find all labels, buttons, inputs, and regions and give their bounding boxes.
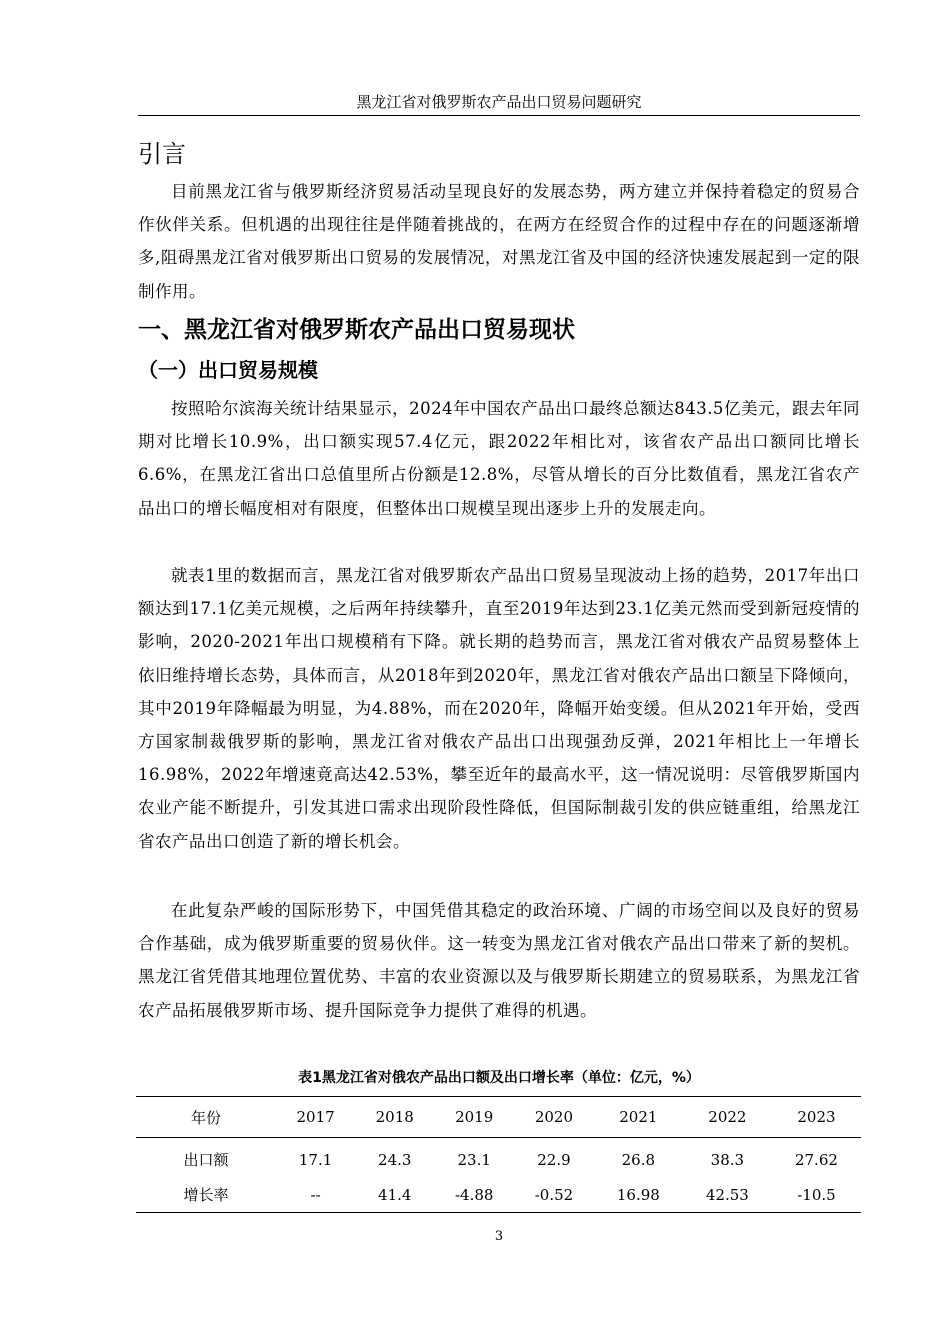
table-cell: 26.8 (621, 1150, 656, 1169)
table-cell: 22.9 (537, 1150, 571, 1169)
page-number: 3 (494, 1229, 504, 1244)
intro-heading: 引言 (138, 140, 186, 168)
header-rule (138, 115, 860, 116)
running-header: 黑龙江省对俄罗斯农产品出口贸易问题研究 (356, 93, 642, 111)
export-data-table (136, 1096, 861, 1213)
table-cell: -- (310, 1185, 321, 1204)
table-header-year: 2021 (619, 1108, 658, 1126)
table-header-year: 2018 (375, 1108, 414, 1126)
table-cell: 23.1 (457, 1150, 491, 1169)
table-cell: 41.4 (378, 1185, 412, 1204)
table-header-year: 2023 (797, 1108, 836, 1126)
table-header-year: 2020 (534, 1108, 574, 1126)
table-cell: 38.3 (710, 1150, 745, 1169)
table-cell: -10.5 (797, 1185, 836, 1204)
table-row-label: 出口额 (183, 1151, 229, 1169)
table-cell: -0.52 (534, 1185, 574, 1204)
table-cell: 16.98 (616, 1185, 660, 1204)
table-header-year: 2022 (708, 1108, 747, 1126)
table-header-label: 年份 (190, 1108, 221, 1127)
table-cell: 27.62 (794, 1150, 838, 1169)
table-row (136, 1138, 861, 1178)
body-paragraph-export-scale: 按照哈尔滨海关统计结果显示，2024年中国农产品出口最终总额达843.5亿美元，跟去年同期对比增长10.9%，出口额实现57.4亿元，跟2022年相比对，该省农产品出口额同比增长6.6%，在黑龙江省出口总值里所占份额是12.8%，尽管从增长的百分比数值看，黑龙江省农产品出口的增长幅度相对有限度，但整体出口规模呈现出逐步上升的发展走向。 (138, 399, 860, 518)
table-cell: 42.53 (705, 1185, 749, 1204)
body-paragraph-table-analysis: 就表1里的数据而言，黑龙江省对俄罗斯农产品出口贸易呈现波动上扬的趋势，2017年出口额达到17.1亿美元规模，之后两年持续攀升，直至2019年达到23.1亿美元然而受到新冠疫情的影响，2020-2021年出口规模稍有下降。就长期的趋势而言，黑龙江省对俄农产品贸易整体上依旧维持增长态势，具体而言，从2018年到2020年，黑龙江省对俄农产品出口额呈下降倾向，其中2019年降幅最为明显，为4.88%，而在2020年，降幅开始变缓。但从2021年开始，受西方国家制裁俄罗斯的影响，黑龙江省对俄农产品出口出现强劲反弹，2021年相比上一年增长16.98%，2022年增速竟高达42.53%，攀至近年的最高水平，这一情况说明：尽管俄罗斯国内农业产能不断提升，引发其进口需求出现阶段性降低，但国际制裁引发的供应链重组，给黑龙江省农产品出口创造了新的增长机会。 (138, 566, 860, 851)
table-caption: 表1黑龙江省对俄农产品出口额及出口增长率（单位：亿元，%） (298, 1070, 700, 1086)
table-cell: -4.88 (454, 1185, 494, 1204)
table-header-year: 2019 (455, 1108, 494, 1126)
table-cell: 24.3 (378, 1150, 412, 1169)
table-cell: 17.1 (298, 1150, 333, 1169)
table-row (136, 1177, 861, 1213)
subsection-heading: （一）出口贸易规模 (138, 358, 318, 382)
intro-paragraph: 目前黑龙江省与俄罗斯经济贸易活动呈现良好的发展态势，两方建立并保持着稳定的贸易合作伙伴关系。但机遇的出现往往是伴随着挑战的，在两方在经贸合作的过程中存在的问题逐渐增多,阻碍黑龙江省对俄罗斯出口贸易的发展情况，对黑龙江省及中国的经济快速发展起到一定的限制作用。 (138, 182, 860, 301)
table-header-row (136, 1097, 861, 1138)
chapter-heading: 一、黑龙江省对俄罗斯农产品出口贸易现状 (138, 317, 575, 343)
body-paragraph-international-context: 在此复杂严峻的国际形势下，中国凭借其稳定的政治环境、广阔的市场空间以及良好的贸易合作基础，成为俄罗斯重要的贸易伙伴。这一转变为黑龙江省对俄农产品出口带来了新的契机。黑龙江省凭借其地理位置优势、丰富的农业资源以及与俄罗斯长期建立的贸易联系，为黑龙江省农产品拓展俄罗斯市场、提升国际竞争力提供了难得的机遇。 (138, 901, 860, 1020)
table-header-year: 2017 (296, 1108, 335, 1126)
table-row-label: 增长率 (183, 1186, 229, 1204)
